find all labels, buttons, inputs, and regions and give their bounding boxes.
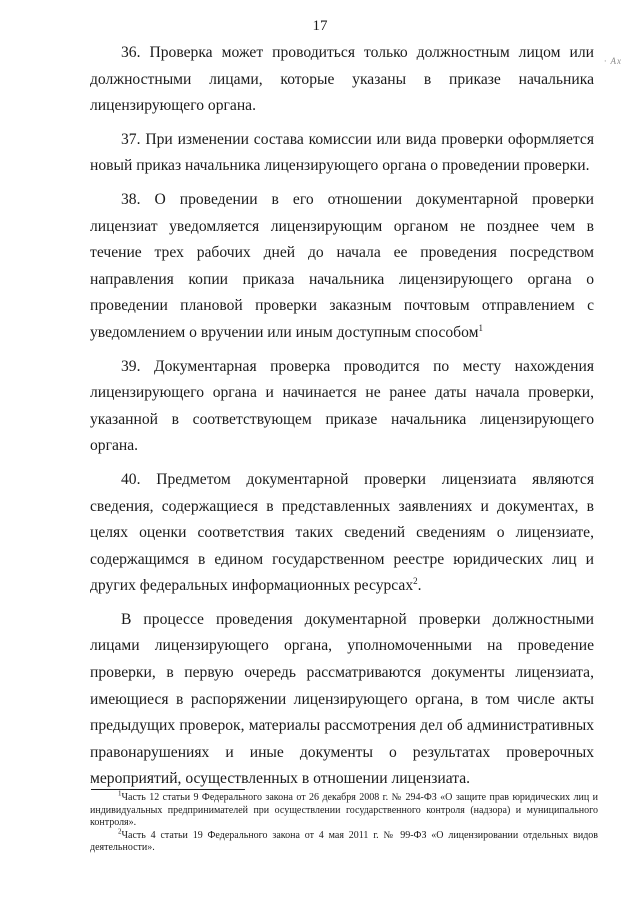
margin-handwritten-mark: · Ах: [604, 56, 622, 66]
footnote-text: Часть 12 статьи 9 Федерального закона от 26 декабря 2008 г. № 294-ФЗ «О защите прав юридических лиц и индивидуальных предпринимателей при осуществлении государственного контроля (надзора) и муниципального контроля».: [90, 792, 598, 829]
footnote-mark: 1: [118, 789, 122, 798]
footnote-1: [90, 789, 598, 830]
page-number: 17: [312, 18, 328, 34]
paragraph-36: 36. Проверка может проводиться только должностным лицом или должностными лицами, которые указаны в приказе начальника лицензирующего органа.: [90, 44, 594, 115]
paragraph-39: 39. Документарная проверка проводится по месту нахождения лицензирующего органа и начинается не ранее даты начала проверки, указанной в соответствующем приказе начальника лицензирующего органа.: [90, 357, 594, 455]
footnotes: [90, 789, 598, 855]
paragraph-38: [90, 187, 594, 347]
paragraph-40-continued: В процессе проведения документарной проверки должностными лицами лицензирующего органа, уполномоченными на проведение проверки, в первую очередь рассматриваются документы лицензиата, имеющиеся в распоряжении лицензирующего органа, в том числе акты предыдущих проверок, материалы рассмотрения дел об административных правонарушениях и иные документы о результатах проверочных мероприятий, осуществленных в отношении лицензиата.: [90, 610, 594, 788]
footnote-separator: [91, 789, 245, 790]
footnote-mark: 2: [118, 827, 122, 836]
footnote-text: Часть 4 статьи 19 Федерального закона от 4 мая 2011 г. № 99-ФЗ «О лицензировании отдельных видов деятельности».: [90, 829, 598, 854]
footnote-ref-1: 1: [478, 322, 483, 333]
paragraph-40-text: 40. Предметом документарной проверки лицензиата являются сведения, содержащиеся в представленных заявлениях и документах, в целях оценки соответствия таких сведений сведениям о лицензиате, содержащимся в едином государственном реестре юридических лиц и других федеральных информационных ресурсах: [90, 470, 594, 595]
paragraph-40-period: .: [417, 577, 422, 595]
paragraph-37: 37. При изменении состава комиссии или вида проверки оформляется новый приказ начальника лицензирующего органа о проведении проверки.: [90, 130, 594, 175]
footnote-ref-2: 2: [413, 576, 418, 587]
paragraph-40: [90, 467, 594, 600]
footnote-2: [90, 827, 598, 855]
paragraph-38-text: 38. О проведении в его отношении документарной проверки лицензиат уведомляется лицензирующим органом не позднее чем в течение трех рабочих дней до начала ее проведения посредством направления копии приказа начальника лицензирующего органа о проведении плановой проверки заказным почтовым отправлением с уведомлением о вручении или иным доступным способом: [90, 190, 594, 341]
document-body: [90, 40, 594, 800]
